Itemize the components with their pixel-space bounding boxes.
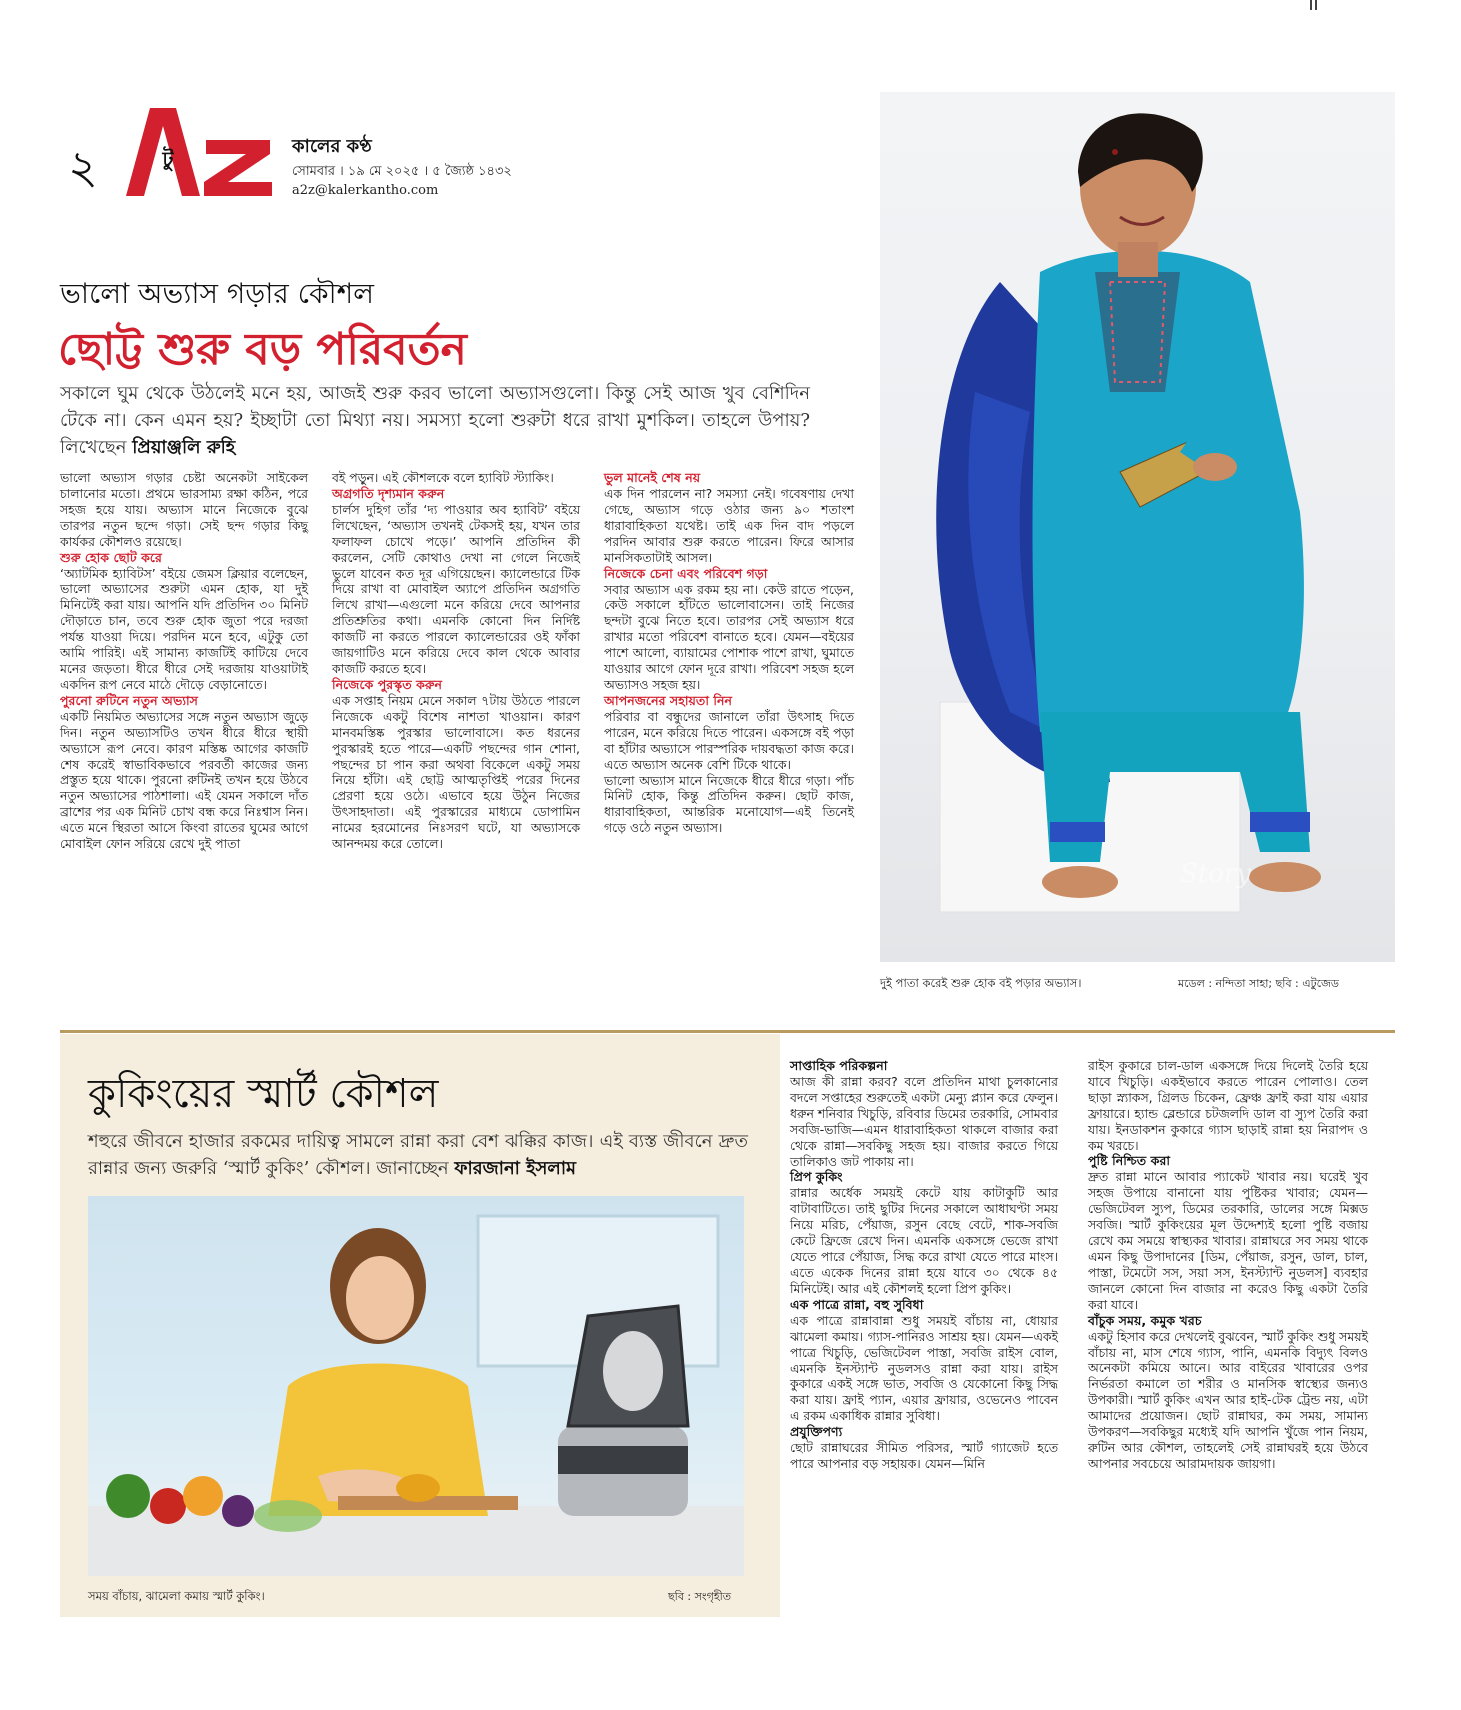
subheading: ভুল মানেই শেষ নয়: [604, 470, 701, 485]
model-photo: [880, 92, 1395, 962]
subheading: সাপ্তাহিক পরিকল্পনা: [790, 1058, 888, 1073]
subheading: এক পাত্রে রান্না, বহু সুবিধা: [790, 1296, 924, 1312]
author-name: প্রিয়াঞ্জলি রুহি: [132, 437, 236, 458]
subheading: পুরনো রুটিনে নতুন অভ্যাস: [60, 692, 198, 708]
author-name: ফারজানা ইসলাম: [454, 1158, 577, 1179]
intro-text: সকালে ঘুম থেকে উঠলেই মনে হয়, আজই শুরু করব ভালো অভ্যাসগুলো। কিন্তু সেই আজ খুব বেশিদিন টেকে না। কেন এমন হয়? ইচ্ছাটা তো মিথ্যা নয়। সমস্যা হলো শুরুটা ধরে রাখা মুশকিল। তাহলে উপায়? লিখেছেন: [60, 383, 810, 458]
paragraph: দ্রুত রান্না মানে আবার প্যাকেট খাবার নয়। ঘরেই খুব সহজ উপায়ে বানানো যায় পুষ্টিকর খাবার; যেমন—ভেজিটেবল স্যুপ, ডিমের তরকারি, ডালের সঙ্গে মিক্সড সবজি। স্মার্ট কুকিংয়ের মূল উদ্দেশ্যই হলো পুষ্টি বজায় রেখে কম সময়ে স্বাস্থ্যকর খাবার। রান্নাঘরে সব সময় থাকে এমন কিছু উপাদানের [ডিম, পেঁয়াজ, রসুন, ডাল, চাল, পাস্তা, টমেটো সস, সয়া সস, ইনস্ট্যান্ট নুডলস] ব্যবহার জানলে কোনো দিন বাজার না করেও কিছু একটা তৈরি করা যাবে।: [1088, 1169, 1368, 1312]
cooking-scene-illustration: [88, 1196, 744, 1576]
photo-watermark: Story: [1180, 859, 1252, 889]
subheading: নিজেকে পুরস্কৃত করুন: [332, 676, 443, 692]
paragraph: চার্লস দুহিগ তাঁর ‘দ্য পাওয়ার অব হ্যাবিট’ বইয়ে লিখেছেন, ‘অভ্যাস তখনই টেকসই হয়, যখন তার ফলাফল চোখে পড়ে।’ আপনি প্রতিদিন কী করলেন, সেটি কোথাও দেখা না গেলে নিজেই ভুলে যাবেন কত দূর এগিয়েছেন। ক্যালেন্ডারে টিক দিয়ে রাখা বা মোবাইল অ্যাপে প্রতিদিন অগ্রগতি লিখে রাখা—এগুলো মনে করিয়ে দেবে আপনার প্রতিশ্রুতির কথা। এমনকি কোনো দিন নির্দিষ্ট কাজটি না করতে পারলে ক্যালেন্ডারের ওই ফাঁকা জায়গাটিও মনে করিয়ে দেবে কাল থেকে আবার কাজটি করতে হবে।: [332, 501, 580, 676]
paragraph: একটু হিসাব করে দেখলেই বুঝবেন, স্মার্ট কুকিং শুধু সময়ই বাঁচায় না, মাস শেষে গ্যাস, পানি, এমনকি বিদ্যুৎ বিলও অনেকটা কমিয়ে আনে। আর বাইরের খাবারের ওপর নির্ভরতা কমালে তা শরীর ও মানসিক স্বাস্থ্যের জন্যও উপকারী। স্মার্ট কুকিং এখন আর হাই-টেক ট্রেন্ড নয়, এটা আমাদের প্রয়োজন। ছোট রান্নাঘর, কম সময়, সামান্য উপকরণ—সবকিছুর মধ্যেই যদি আপনি খুঁজে পান নিয়ম, রুটিন আর কৌশল, তাহলেই সেই রান্নাঘরই হয়ে উঠবে আপনার সবচেয়ে আরামদায়ক জায়গা।: [1088, 1328, 1368, 1471]
article2-title: কুকিংয়ের স্মার্ট কৌশল: [88, 1071, 439, 1117]
article2-column-2: [1088, 1058, 1368, 1472]
paragraph: আজ কী রান্না করব? বলে প্রতিদিন মাথা চুলকানোর বদলে সপ্তাহের শুরুতেই একটা মেন্যু প্ল্যান করে ফেলুন। ধরুন শনিবার খিচুড়ি, রবিবার ডিমের তরকারি, সোমবার সবজি-ভাজি—এমন ধারাবাহিকতা থাকলে বাজার করা থেকে রান্না—সবকিছু সহজ হয়। বাজার করতে গিয়ে তালিকাও জট পাকায় না।: [790, 1074, 1058, 1169]
paragraph: এক পাত্রে রান্নাবান্না শুধু সময়ই বাঁচায় না, ধোয়ার ঝামেলা কমায়। গ্যাস-পানিরও সাশ্রয় হয়। যেমন—একই পাত্রে খিচুড়ি, ভেজিটেবল পাস্তা, সবজি রাইস বোল, এমনকি ইনস্ট্যান্ট নুডলসও রান্না করা যায়। রাইস কুকারে একই সঙ্গে ভাত, সবজি ও যেকোনো কিছু সিদ্ধ করা যায়। ফ্রাই প্যান, এয়ার ফ্রায়ার, ওভেনেও পাবেন এ রকম একাধিক রান্নার সুবিধা।: [790, 1312, 1058, 1424]
kitchen-photo: [88, 1196, 744, 1576]
paragraph: ‘অ্যাটমিক হ্যাবিটস’ বইয়ে জেমস ক্লিয়ার বলেছেন, ভালো অভ্যাসের শুরুটা এমন হোক, যা দুই মিনিটেই করা যায়। আপনি যদি প্রতিদিন ৩০ মিনিট দৌড়াতে চান, তবে শুরু হোক জুতা পরে দরজা পর্যন্ত যাওয়া দিয়ে। পরদিন মনে হবে, এটুকু তো আমি পারিই। এই সামান্য কাজটিই কাটিয়ে দেবে মনের জড়তা। ধীরে ধীরে সেই দরজায় যাওয়াটাই একদিন রূপ নেবে মাঠে দৌড়ে বেড়ানোতে।: [60, 565, 308, 692]
paragraph: এক দিন পারলেন না? সমস্যা নেই। গবেষণায় দেখা গেছে, অভ্যাস গড়ে ওঠার জন্য ৯০ শতাংশ ধারাবাহিকতা যথেষ্ট। তাই এক দিন বাদ পড়লে পরদিন আবার শুরু করতে পারেন। ফিরে আসার মানসিকতাটাই আসল।: [604, 486, 854, 565]
paragraph: বই পড়ুন। এই কৌশলকে বলে হ্যাবিট স্ট্যাকিং।: [332, 470, 554, 485]
page-number: ২: [68, 140, 98, 194]
photo-credit: মডেল : নন্দিতা সাহা; ছবি : এটুজেড: [1178, 977, 1339, 990]
section-logo: [120, 100, 280, 200]
article-intro: [60, 380, 810, 461]
kitchen-photo-caption: সময় বাঁচায়, ঝামেলা কমায় স্মার্ট কুকিং।: [88, 1589, 265, 1603]
subheading: অগ্রগতি দৃশ্যমান করুন: [332, 485, 445, 501]
subheading: পুষ্টি নিশ্চিত করা: [1088, 1153, 1171, 1169]
subheading: বাঁচুক সময়, কমুক খরচ: [1088, 1312, 1202, 1328]
article1-column-3: [604, 470, 854, 836]
paragraph: ভালো অভ্যাস মানে নিজেকে ধীরে ধীরে গড়া। পাঁচ মিনিট হোক, কিন্তু প্রতিদিন করুন। ছোট কাজ, ধারাবাহিকতা, আন্তরিক মনোযোগ—এই তিনেই গড়ে ওঠে নতুন অভ্যাস।: [604, 772, 854, 836]
paragraph: ভালো অভ্যাস গড়ার চেষ্টা অনেকটা সাইকেল চালানোর মতো। প্রথমে ভারসাম্য রক্ষা কঠিন, পরে সহজ হয়ে যায়। অভ্যাস মানে নিজেকে বুঝে তারপর নতুন ছন্দে গড়া। সেই ছন্দ গড়ার কিছু কার্যকর কৌশলও রয়েছে।: [60, 470, 308, 549]
article-title: ছোট্ট শুরু বড় পরিবর্তন: [58, 324, 467, 375]
intro-text: শহুরে জীবনে হাজার রকমের দায়িত্ব সামলে রান্না করা বেশ ঝক্কির কাজ। এই ব্যস্ত জীবনে দ্রুত রান্নার জন্য জরুরি ‘স্মার্ট কুকিং’ কৌশল। জানাচ্ছেন: [88, 1131, 748, 1179]
contact-email: a2z@kalerkantho.com: [292, 183, 439, 198]
article1-column-1: [60, 470, 308, 852]
paragraph: রাইস কুকারে চাল-ডাল একসঙ্গে দিয়ে দিলেই তৈরি হয়ে যাবে খিচুড়ি। একইভাবে করতে পারেন পোলাও। তেল ছাড়া স্ন্যাকস, গ্রিলড চিকেন, ফ্রেঞ্চ ফ্রাই করা যায় এয়ার ফ্রায়ারে। হ্যান্ড ব্লেন্ডারে চটজলদি ডাল বা স্যুপ তৈরি করা যায়। ইনডাকশন কুকারে গ্যাস ছাড়াই রান্না হয় নিরাপদ ও কম খরচে।: [1088, 1058, 1368, 1153]
issue-date: সোমবার । ১৯ মে ২০২৫ । ৫ জ্যৈষ্ঠ ১৪৩২: [292, 164, 512, 179]
paragraph: ছোট রান্নাঘরের সীমিত পরিসর, স্মার্ট গ্যাজেট হতে পারে আপনার বড় সহায়ক। যেমন—মিনি: [790, 1440, 1058, 1472]
subheading: প্রিপ কুকিং: [790, 1169, 843, 1185]
logo-inner-text: টু: [162, 147, 174, 171]
section-divider: [60, 1030, 1395, 1033]
subheading: শুরু হোক ছোট করে: [60, 549, 162, 565]
woman-reading-illustration: [880, 92, 1395, 962]
paragraph: সবার অভ্যাস এক রকম হয় না। কেউ রাতে পড়েন, কেউ সকালে হাঁটতে ভালোবাসেন। তাই নিজের ছন্দটা বুঝে নিতে হবে। তারপর সেই অভ্যাস ধরে রাখার মতো পরিবেশ বানাতে হবে। যেমন—বইয়ের পাশে আলো, ব্যায়ামের পোশাক পাশে রাখা, ঘুমাতে যাওয়ার আগে ফোন দূরে রাখা। পরিবেশ সহজ হলে অভ্যাসও সহজ হয়।: [604, 581, 854, 692]
article1-column-2: [332, 470, 580, 852]
article2-intro: [88, 1128, 748, 1182]
kitchen-photo-credit: ছবি : সংগৃহীত: [668, 1590, 732, 1603]
subheading: নিজেকে চেনা এবং পরিবেশ গড়া: [604, 565, 768, 581]
photo-caption: দুই পাতা করেই শুরু হোক বই পড়ার অভ্যাস।: [880, 976, 1082, 990]
article2-column-1: [790, 1058, 1058, 1472]
paragraph: এক সপ্তাহ নিয়ম মেনে সকাল ৭টায় উঠতে পারলে নিজেকে একটু বিশেষ নাশতা খাওয়ান। কারণ মানবমস্তিষ্ক পুরস্কার ভালোবাসে। কত ধরনের পুরস্কারই হতে পারে—একটি পছন্দের গান শোনা, পছন্দের চা পান করা অথবা বিকেলে একটু সময় নিয়ে হাঁটা। এই ছোট্ট আত্মতৃপ্তিই পরের দিনের প্রেরণা হয়ে ওঠে। এভাবে হয়ে উঠুন নিজের উৎসাহদাতা। এই পুরস্কারের মাধ্যমে ডোপামিন নামের হরমোনের নিঃসরণ ঘটে, যা অভ্যাসকে আনন্দময় করে তোলে।: [332, 692, 580, 852]
subheading: আপনজনের সহায়তা নিন: [604, 692, 733, 708]
paragraph: একটি নিয়মিত অভ্যাসের সঙ্গে নতুন অভ্যাস জুড়ে দিন। নতুন অভ্যাসটিও তখন ধীরে ধীরে স্থায়ী অভ্যাসে রূপ নেবে। কারণ মস্তিষ্ক আগের কাজটি শেষ করেই স্বাভাবিকভাবে পরবর্তী কাজের জন্য প্রস্তুত হয়ে থাকে। পুরনো রুটিনই তখন হয়ে উঠবে নতুন অভ্যাসের পাঠশালা। এই যেমন সকালে দাঁত ব্রাশের পর এক মিনিট চোখ বন্ধ করে নিঃশ্বাস নিন। এতে মনে স্থিরতা আসে কিংবা রাতের ঘুমের আগে মোবাইল ফোন সরিয়ে রেখে দুই পাতা: [60, 708, 308, 852]
paragraph: রান্নার অর্ধেক সময়ই কেটে যায় কাটাকুটি আর বাটাবাটিতে। তাই ছুটির দিনের সকালে আধাঘণ্টা সময় নিয়ে মরিচ, পেঁয়াজ, রসুন বেছে বেটে, শাক-সবজি কেটে ফ্রিজে রেখে দিন। এমনকি একসঙ্গে ভেজে রাখা যেতে পারে পেঁয়াজ, সিদ্ধ করে রাখা যেতে পারে মাংস। এতে একেক দিনের রান্না হয়ে যাবে ৩০ থেকে ৪৫ মিনিটেই। আর এই কৌশলই হলো প্রিপ কুকিং।: [790, 1185, 1058, 1296]
a2z-logo-icon: [120, 100, 280, 200]
publication-name: কালের কণ্ঠ: [292, 136, 372, 157]
subheading: প্রযুক্তিপণ্য: [790, 1424, 843, 1440]
top-edge-mark: [1315, 0, 1317, 10]
article-kicker: ভালো অভ্যাস গড়ার কৌশল: [60, 277, 375, 310]
top-edge-mark: [1310, 0, 1312, 10]
paragraph: পরিবার বা বন্ধুদের জানালে তাঁরা উৎসাহ দিতে পারেন, মনে করিয়ে দিতে পারেন। একসঙ্গে বই পড়া বা হাঁটার অভ্যাসে পারস্পরিক দায়বদ্ধতা কাজ করে। এতে অভ্যাস অনেক বেশি টিকে থাকে।: [604, 708, 854, 772]
